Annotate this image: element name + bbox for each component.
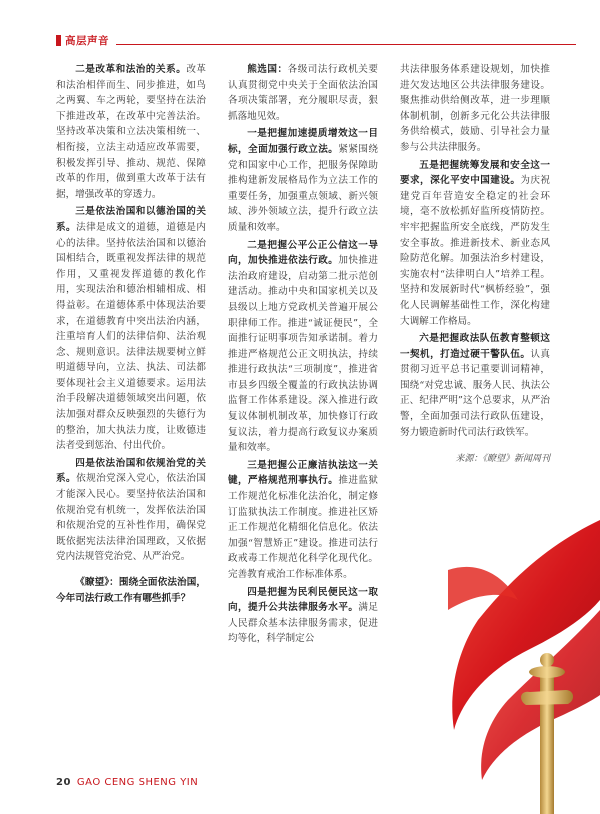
paragraph-text: 各级司法行政机关要认真贯彻党中央关于全面依法治国各项决策部署，充分履职尽责，狠抓落地见效。 xyxy=(228,64,378,122)
paragraph-text: 紧紧围绕党和国家中心工作，把服务保障助推构建新发展格局作为立法工作的重要任务，加强重点领域、新兴领域、涉外领域立法，提升行政立法质量和效率。 xyxy=(228,143,379,233)
paragraph-lead: 熊选国： xyxy=(247,64,288,75)
page-number: 20 xyxy=(56,777,71,788)
paragraph-lead: 二是把握公平公正公信这一导向，加快推进依法行政。 xyxy=(228,239,378,267)
section-marker xyxy=(56,35,61,46)
paragraph-text: 共法律服务体系建设规划，加快推进欠发达地区公共法律服务建设。聚焦推动供给侧改革，进一步理顺体制机制，创新多元化公共法律服务供给模式，鼓励、引导社会力量参与公共法律服务。 xyxy=(400,64,550,153)
red-flag-ribbon-illustration xyxy=(448,500,600,814)
paragraph-lead: 三是依法治国和以德治国的关系。 xyxy=(56,206,206,233)
paragraph-lead: 三是把握公正廉洁执法这一关键，严格规范刑事执行。 xyxy=(228,459,378,487)
paragraph-lead: 四是把握为民利民便民这一取向，提升公共法律服务水平。 xyxy=(228,586,378,614)
interview-question: 《瞭望》：围绕全面依法治国，今年司法行政工作有哪些抓手？ xyxy=(56,577,206,604)
paragraph-lead: 二是改革和法治的关系。 xyxy=(75,64,187,75)
page-footer xyxy=(56,777,198,788)
article-source: 来源：《瞭望》新闻周刊 xyxy=(455,454,550,465)
paragraph-lead: 四是依法治国和依规治党的关系。 xyxy=(56,457,206,485)
column-1 xyxy=(56,62,206,608)
paragraph xyxy=(228,62,378,124)
page-header xyxy=(56,34,576,48)
column-3 xyxy=(400,62,550,470)
paragraph-text: 依规治党深入党心，依法治国才能深入民心。要坚持依法治国和依规治党有机统一，发挥依法治国和依规治党的互补性作用，确保党既依据宪法法律治国理政，又依据党内法规管党治党、从严治党。 xyxy=(56,473,207,563)
footer-section-pinyin: GAO CENG SHENG YIN xyxy=(76,777,199,788)
paragraph xyxy=(228,238,378,456)
paragraph-text: 推进监狱工作规范化标准化法治化，制定修订监狱执法工作制度。推进社区矫正工作规范化精细化信息化。依法加强“智慧矫正”建设。推进司法行政戒毒工作规范化科学化现代化。完善教育戒治工作标准体系。 xyxy=(228,475,379,580)
paragraph xyxy=(400,62,550,156)
paragraph-text: 加快推进法治政府建设，启动第二批示范创建活动。推动中央和国家机关以及县级以上地方党政机关普遍开展公职律师工作。推进“诚证便民”，全面推行证明事项告知承诺制。着力推进严格规范公正文明执法，持续推进行政执法“三项制度”，推进省市县乡四级全覆盖的行政执法协调监督工作体系建设。深入推进行政复议体制机制改革，加快修订行政复议法，着力提高行政复议办案质量和效率。 xyxy=(228,255,379,454)
paragraph xyxy=(400,158,550,330)
huabiao-cloud xyxy=(521,690,573,705)
paragraph-text: 为庆祝建党百年营造安全稳定的社会环境，毫不放松抓好监所疫情防控。牢牢把握监所安全底线，严防发生安全事故。推进新技术、新业态风险防范化解。加强法治乡村建设，实施农村“法律明白人”培养工程。坚持和发展新时代“枫桥经验”，强化人民调解基础性工作，深化构建大调解工作格局。 xyxy=(400,175,551,327)
paragraph xyxy=(228,126,378,235)
paragraph-text: 改革和法治相伴而生、同步推进，如鸟之两翼、车之两轮，要坚持在法治下推进改革，在改革中完善法治。坚持改革决策和立法决策相统一、相衔接，立法主动适应改革需要，积极发挥引导、推动、规范、保障改革的作用，做到重大改革于法有据，增强改革的穿透力。 xyxy=(56,64,207,200)
section-title: 高层声音 xyxy=(65,35,109,47)
paragraph xyxy=(56,456,206,565)
paragraph xyxy=(56,62,206,202)
paragraph xyxy=(400,331,550,440)
huabiao-ornament xyxy=(540,653,554,667)
header-rule xyxy=(116,44,576,45)
column-2 xyxy=(228,62,378,649)
paragraph xyxy=(228,458,378,583)
paragraph-lead: 五是把握统筹发展和安全这一要求，深化平安中国建设。 xyxy=(400,159,550,187)
paragraph-lead: 六是把握政法队伍教育整顿这一契机，打造过硬干警队伍。 xyxy=(400,333,550,360)
paragraph-text: 法律是成文的道德，道德是内心的法律。坚持依法治国和以德治国相结合，既重视发挥法律的规范作用，又重视发挥道德的教化作用，实现法治和德治相辅相成、相得益彰。在道德体系中体现法治要求，在道德教育中突出法治内涵，注重培育人们的法律信仰、法治观念、规则意识。法律法规要树立鲜明道德导向，立法、执法、司法都要体现社会主义道德要求。运用法治手段解决道德领域突出问题，依法加强对群众反映强烈的失德行为的整治，加大执法力度，让败德违法者受到惩治、付出代价。 xyxy=(56,221,207,452)
paragraph-text: 满足人民群众基本法律服务需求，促进均等化，科学制定公 xyxy=(228,602,379,645)
paragraph-text: 认真贯彻习近平总书记重要训词精神，围绕“对党忠诚、服务人民、执法公正、纪律严明”这个总要求，从严治警，全面加强司法行政队伍建设，努力锻造新时代司法行政铁军。 xyxy=(400,348,551,438)
paragraph xyxy=(228,585,378,647)
paragraph-lead: 一是把握加速提质增效这一目标，全面加强行政立法。 xyxy=(228,128,378,155)
huabiao-top xyxy=(529,666,565,678)
paragraph xyxy=(56,204,206,454)
